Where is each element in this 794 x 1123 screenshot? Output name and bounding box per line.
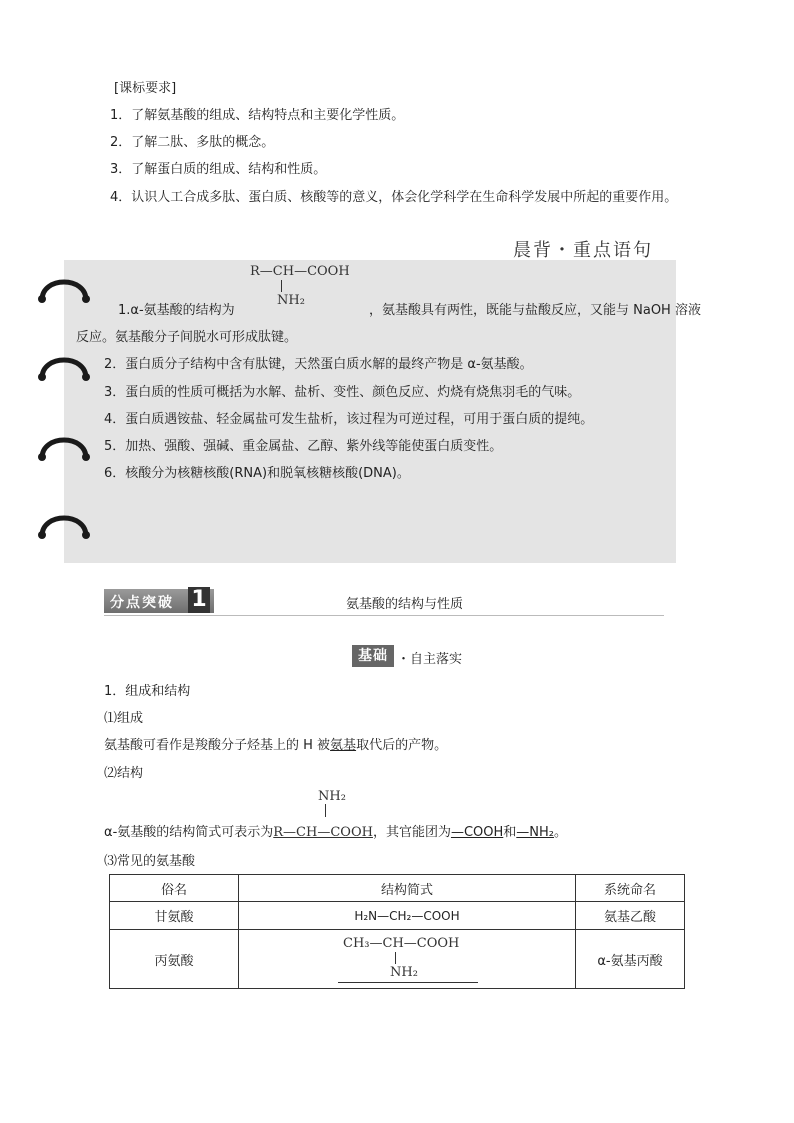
table-header: 系统命名	[576, 875, 685, 902]
sub-title: ・自主落实	[397, 652, 463, 667]
requirement-item: 2．了解二肽、多肽的概念。	[110, 135, 275, 150]
key-item: 1.α-氨基酸的结构为	[118, 303, 235, 318]
formula-top: R—CH—COOH	[250, 264, 350, 279]
underline	[338, 982, 478, 983]
section-badge-number: 1	[188, 587, 210, 613]
key-item: 3．蛋白质的性质可概括为水解、盐析、变性、颜色反应、灼烧有烧焦羽毛的气味。	[104, 385, 581, 400]
alanine-formula-top: CH₃—CH—COOH	[343, 935, 460, 951]
requirement-item: 3．了解蛋白质的组成、结构和性质。	[110, 162, 327, 177]
subheading: ⑵结构	[104, 766, 144, 781]
composition-text: 氨基酸可看作是羧酸分子烃基上的 H 被氨基取代后的产物。	[104, 738, 448, 753]
binder-ring-icon	[38, 430, 90, 464]
subheading: ⑶常见的氨基酸	[104, 854, 196, 869]
table-row	[110, 902, 685, 930]
section-title: 氨基酸的结构与性质	[346, 597, 464, 612]
table-cell: α-氨基丙酸	[576, 930, 685, 989]
struct-formula-top: NH₂	[318, 789, 346, 804]
amino-acid-table	[109, 874, 685, 989]
heading: 1．组成和结构	[104, 684, 191, 699]
table-cell: 氨基乙酸	[576, 902, 685, 930]
table-header: 俗名	[110, 875, 239, 902]
key-item: 2．蛋白质分子结构中含有肽键，天然蛋白质水解的最终产物是 α-氨基酸。	[104, 357, 533, 372]
table-cell: 丙氨酸	[110, 930, 239, 989]
key-item-line2: 反应。氨基酸分子间脱水可形成肽键。	[76, 330, 298, 345]
structure-text: α-氨基酸的结构简式可表示为R—CH—COOH，其官能团为—COOH和—NH₂。	[104, 825, 568, 840]
key-sentences-header: 晨背・重点语句	[513, 240, 653, 261]
table-cell	[239, 930, 576, 989]
table-cell: 甘氨酸	[110, 902, 239, 930]
struct-bond	[325, 804, 326, 817]
alanine-bond	[395, 952, 396, 964]
key-item: 6．核酸分为核糖核酸(RNA)和脱氧核糖核酸(DNA)。	[104, 466, 410, 481]
requirement-item: 1．了解氨基酸的组成、结构特点和主要化学性质。	[110, 108, 405, 123]
section-badge-label: 分点突破	[110, 595, 174, 611]
key-item: 5．加热、强酸、强碱、重金属盐、乙醇、紫外线等能使蛋白质变性。	[104, 439, 503, 454]
table-cell: H₂N—CH₂—COOH	[239, 902, 576, 930]
binder-ring-icon	[38, 272, 90, 306]
requirement-item: 4．认识人工合成多肽、蛋白质、核酸等的意义，体会化学科学在生命科学发展中所起的重要作用。	[110, 190, 678, 205]
key-item-suffix: ，氨基酸具有两性，既能与盐酸反应，又能与 NaOH 溶液	[369, 303, 701, 318]
alanine-formula-bottom: NH₂	[390, 964, 418, 980]
table-header-row	[110, 875, 685, 902]
subheading: ⑴组成	[104, 711, 144, 726]
formula-bond	[281, 280, 282, 292]
section-badge	[104, 589, 214, 613]
table-header: 结构简式	[239, 875, 576, 902]
requirements-title: [课标要求]	[114, 81, 177, 96]
sub-badge: 基础	[352, 645, 394, 667]
binder-ring-icon	[38, 508, 90, 542]
formula-bottom: NH₂	[277, 293, 305, 308]
key-item: 4．蛋白质遇铵盐、轻金属盐可发生盐析，该过程为可逆过程，可用于蛋白质的提纯。	[104, 412, 594, 427]
binder-ring-icon	[38, 350, 90, 384]
table-row	[110, 930, 685, 989]
